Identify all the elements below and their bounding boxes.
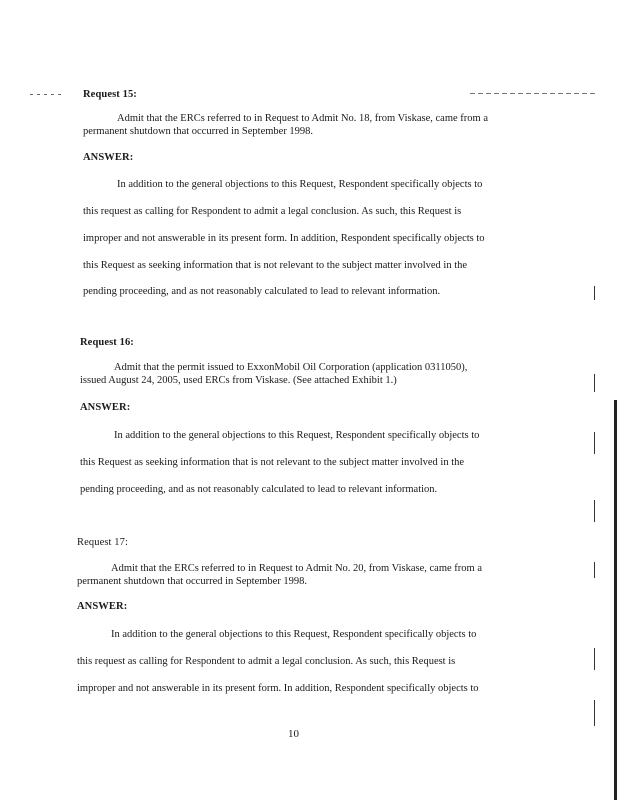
- answer-line: this request as calling for Respondent to admit a legal conclusion. As such, this Request is: [83, 206, 462, 217]
- scan-artifact: [594, 374, 595, 392]
- answer-line: this Request as seeking information that is not relevant to the subject matter involved in the: [80, 457, 465, 468]
- scan-artifact: [470, 93, 595, 94]
- request-heading: Request 17:: [77, 537, 128, 548]
- request-text-line: permanent shutdown that occurred in September 1998.: [77, 576, 308, 587]
- request-text-line: Admit that the permit issued to ExxonMobil Oil Corporation (application 0311050),: [114, 362, 468, 373]
- answer-line: pending proceeding, and as not reasonably calculated to lead to relevant information.: [83, 286, 441, 297]
- request-text-line: Admit that the ERCs referred to in Request to Admit No. 18, from Viskase, came from a: [117, 113, 488, 124]
- request-text-line: Admit that the ERCs referred to in Request to Admit No. 20, from Viskase, came from a: [111, 563, 482, 574]
- scan-artifact: [594, 700, 595, 726]
- request-text-line: permanent shutdown that occurred in September 1998.: [83, 126, 314, 137]
- answer-line: In addition to the general objections to this Request, Respondent specifically objects to: [114, 430, 480, 441]
- answer-line: this request as calling for Respondent to admit a legal conclusion. As such, this Request is: [77, 656, 456, 667]
- request-heading: Request 16:: [80, 337, 134, 348]
- answer-heading: ANSWER:: [80, 402, 131, 413]
- scan-artifact: [30, 94, 64, 95]
- answer-line: In addition to the general objections to this Request, Respondent specifically objects to: [117, 179, 483, 190]
- answer-heading: ANSWER:: [83, 152, 134, 163]
- request-text-line: issued August 24, 2005, used ERCs from Viskase. (See attached Exhibit 1.): [80, 375, 397, 386]
- answer-line: this Request as seeking information that is not relevant to the subject matter involved in the: [83, 260, 468, 271]
- answer-line: In addition to the general objections to this Request, Respondent specifically objects to: [111, 629, 477, 640]
- scan-artifact: [594, 500, 595, 522]
- scan-artifact: [594, 562, 595, 578]
- answer-heading: ANSWER:: [77, 601, 128, 612]
- answer-line: improper and not answerable in its present form. In addition, Respondent specifically objects to: [77, 683, 479, 694]
- scan-artifact: [594, 648, 595, 670]
- answer-line: pending proceeding, and as not reasonably calculated to lead to relevant information.: [80, 484, 438, 495]
- scan-artifact: [594, 286, 595, 300]
- answer-line: improper and not answerable in its present form. In addition, Respondent specifically objects to: [83, 233, 485, 244]
- scan-artifact: [614, 400, 617, 800]
- scan-artifact: [594, 432, 595, 454]
- page-number: 10: [288, 728, 299, 740]
- request-heading: Request 15:: [83, 89, 137, 100]
